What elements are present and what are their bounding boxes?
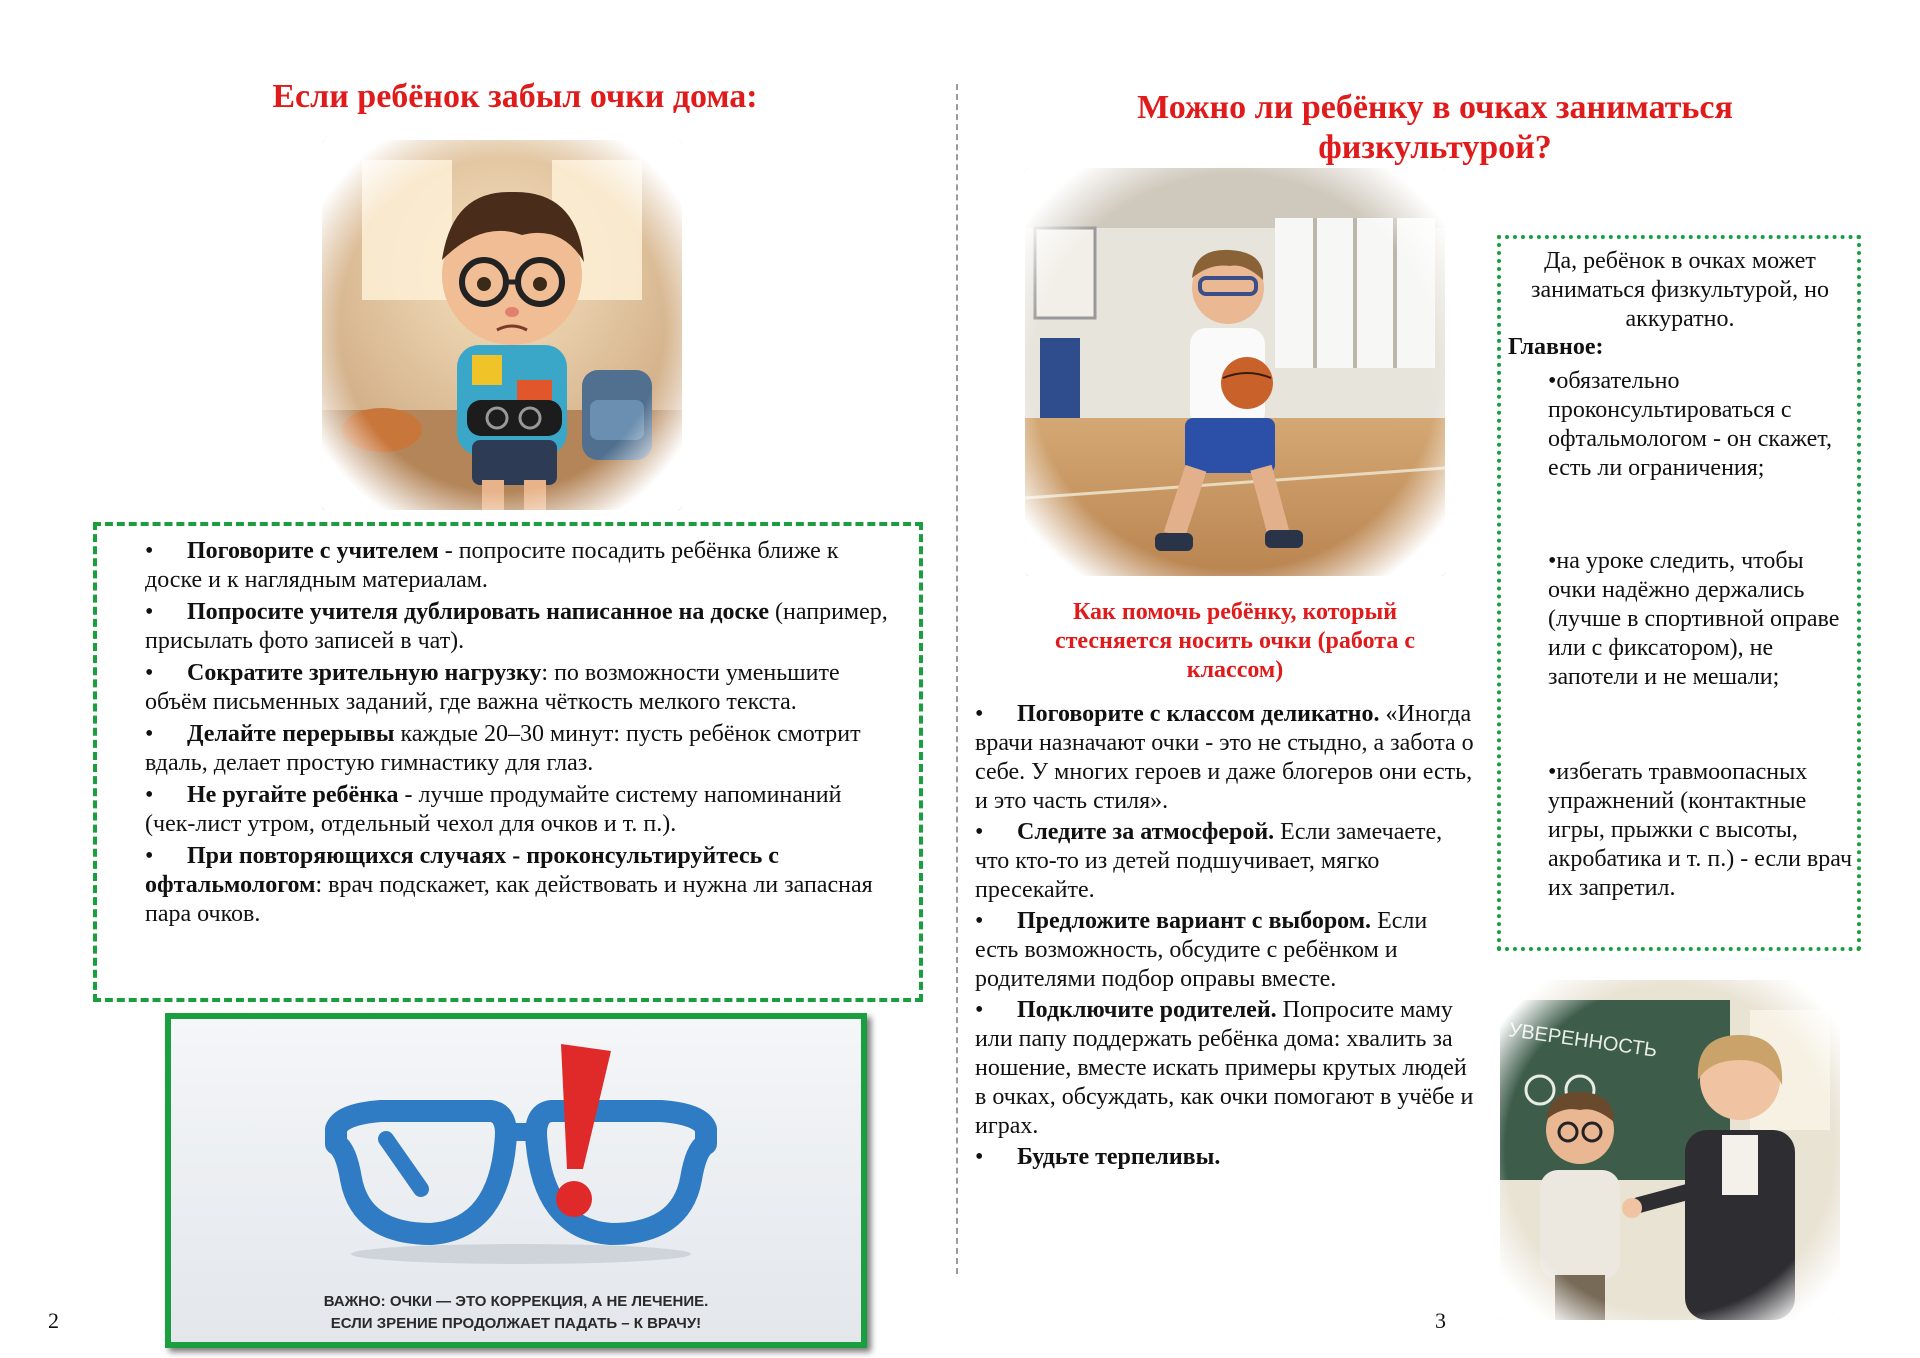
boy-forgot-glasses-illustration	[322, 140, 682, 510]
poster-caption-line-1: ВАЖНО: ОЧКИ — ЭТО КОРРЕКЦИЯ, А НЕ ЛЕЧЕНИЕ.	[323, 1293, 709, 1310]
left-page-title: Если ребёнок забыл очки дома:	[272, 78, 758, 115]
sport-advice-item: •обязательно проконсультироваться с офтальмологом - он скажет, есть ли ограничения;	[1548, 368, 1832, 481]
sport-advice-intro: Да, ребёнок в очках может заниматься физкультурой, но аккуратно.	[1530, 248, 1829, 332]
poster-caption	[171, 1291, 861, 1335]
glasses-exclamation-icon	[321, 1039, 721, 1269]
page-divider	[956, 84, 958, 1274]
tip-item: • При повторяющихся случаях - проконсультируйтесь с офтальмологом: врач подскажет, как действовать и нужна ли запасная пара очков.	[145, 843, 873, 927]
sport-advice-item: •избегать травмоопасных упражнений (контактные игры, прыжки с высоты, акробатика и т. п.) - если врач их запретил.	[1548, 759, 1853, 901]
page-number-left: 2	[48, 1308, 59, 1333]
tip-item: • Делайте перерывы каждые 20–30 минут: пусть ребёнок смотрит вдаль, делает простую гимнастику для глаз.	[145, 721, 861, 776]
right-page-title: Можно ли ребёнку в очках заниматься физкультурой?	[1137, 89, 1733, 166]
tip-item: • Следите за атмосферой. Если замечаете, что кто-то из детей подшучивает, мягко пресекайте.	[975, 819, 1443, 903]
shy-child-tips-list	[975, 700, 1475, 1172]
boy-gym-ball-photo	[1025, 168, 1445, 576]
shy-child-subtitle: Как помочь ребёнку, который стесняется носить очки (работа с классом)	[1054, 599, 1416, 683]
tip-item: • Будьте терпеливы.	[975, 1144, 1221, 1170]
tip-item: • Попросите учителя дублировать написанное на доске (например, присылать фото записей в чат).	[145, 599, 888, 654]
tip-item: • Предложите вариант с выбором. Если есть возможность, обсудите с ребёнком и родителями подбор оправы вместе.	[975, 908, 1428, 992]
tip-item: • Подключите родителей. Попросите маму или папу поддержать ребёнка дома: хвалить за ношение, вместе искать примеры крутых людей в очках, обсуждать, как очки помогают в учёбе и играх.	[975, 997, 1474, 1139]
teacher-boy-classroom-photo	[1500, 980, 1840, 1320]
glasses-warning-poster	[165, 1013, 867, 1348]
sport-advice-heading: Главное:	[1508, 334, 1604, 360]
forgot-glasses-tips-list	[145, 537, 895, 929]
page-number-right: 3	[1435, 1308, 1446, 1333]
sport-advice-item: •на уроке следить, чтобы очки надёжно держались (лучше в спортивной оправе или с фиксатором), не запотели и не мешали;	[1548, 548, 1840, 690]
tip-item: • Не ругайте ребёнка - лучше продумайте систему напоминаний (чек-лист утром, отдельный чехол для очков и т. п.).	[145, 782, 842, 837]
tip-item: • Сократите зрительную нагрузку: по возможности уменьшите объём письменных заданий, где важна чёткость мелкого текста.	[145, 660, 840, 715]
tip-item: • Поговорите с учителем - попросите посадить ребёнка ближе к доске и к наглядным материалам.	[145, 538, 839, 593]
poster-caption-line-2: ЕСЛИ ЗРЕНИЕ ПРОДОЛЖАЕТ ПАДАТЬ – К ВРАЧУ!	[330, 1315, 702, 1332]
tip-item: • Поговорите с классом деликатно. «Иногда врачи назначают очки - это не стыдно, а забота о себе. У многих героев и даже блогеров они есть, и это часть стиля».	[975, 701, 1474, 814]
